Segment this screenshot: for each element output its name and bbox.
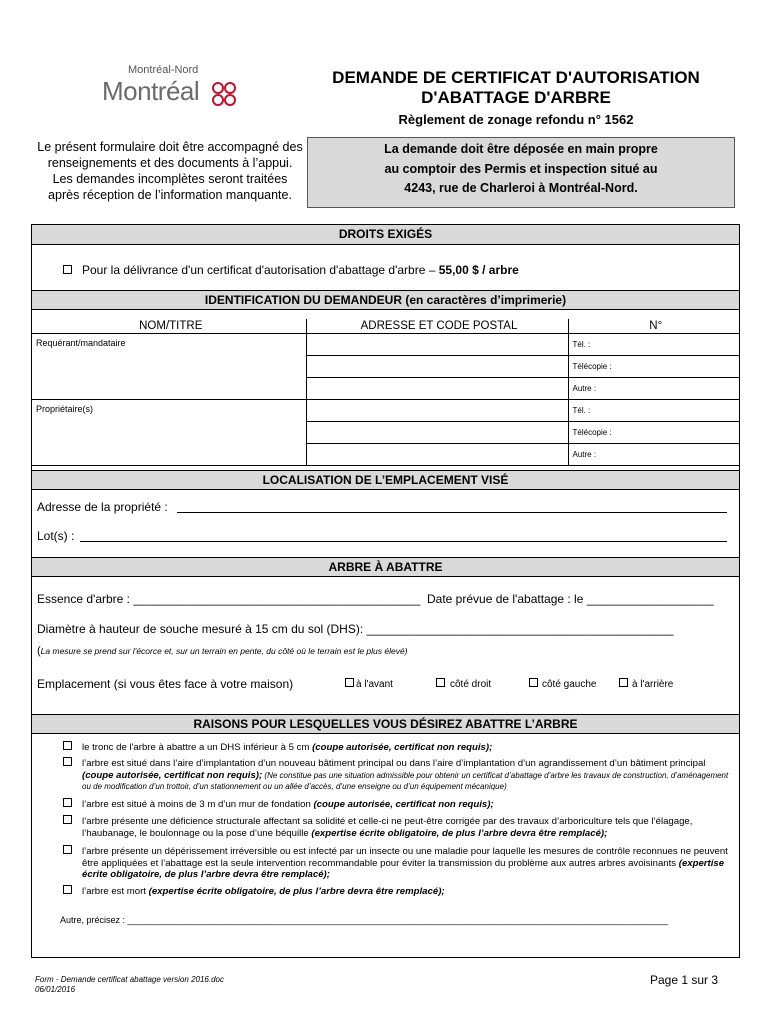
col-name: NOM/TITRE [32, 319, 306, 333]
species-field[interactable]: Essence d'arbre : ___________________________________________ [37, 592, 421, 606]
option-left-label: côté gauche [542, 679, 597, 690]
page-number: Page 1 sur 3 [650, 973, 719, 987]
col-number: N° [568, 319, 739, 333]
address-label: Adresse de la propriété : [37, 500, 168, 514]
identification-heading: IDENTIFICATION DU DEMANDEUR (en caractères d’imprimerie) [32, 290, 739, 310]
reason-2-text: l’arbre est situé dans l’aire d’implantation d’un nouveau bâtiment principal ou dans l’aire d’implantation d’un agrandissement d’un bâtiment principal (coupe autorisée, certificat non requis); (Ne constitue pas une situation admissible pour obtenir un certificat d’abattage d’arbre les travaux de construction, d’aménagement ou de modification d’un trottoir, d’un stationnement ou un allée d’accès, d’une enseigne ou d’un équipement mécanique) [82, 758, 729, 792]
deposit-notice-box: La demande doit être déposée en main propre au comptoir des Permis et inspection situé au 4243, rue de Charleroi à Montréal-Nord. [307, 137, 735, 208]
owner-fax[interactable]: Télécopie : [568, 421, 739, 443]
option-left-checkbox[interactable] [529, 678, 538, 687]
reason-3-text: l’arbre est situé à moins de 3 m d’un mur de fondation (coupe autorisée, certificat non requis); [82, 799, 494, 810]
fee-checkbox[interactable] [63, 265, 72, 274]
owner-phone[interactable]: Tél. : [568, 399, 739, 421]
reason-2-checkbox[interactable] [63, 757, 72, 766]
owner-other[interactable]: Autre : [568, 443, 739, 465]
reason-1-text: le tronc de l'arbre à abattre a un DHS inférieur à 5 cm (coupe autorisée, certificat non requis); [82, 742, 493, 753]
location-heading: LOCALISATION DE L’EMPLACEMENT VISÉ [32, 470, 739, 490]
col-address: ADRESSE ET CODE POSTAL [306, 319, 568, 333]
reason-6-checkbox[interactable] [63, 885, 72, 894]
reasons-heading: RAISONS POUR LESQUELLES VOUS DÉSIREZ ABATTRE L’ARBRE [32, 714, 739, 734]
date-field[interactable]: Date prévue de l'abattage : le ___________________ [427, 592, 714, 606]
city-flower-icon [208, 78, 240, 110]
placement-label: Emplacement (si vous êtes face à votre maison) [37, 677, 294, 691]
applicant-other[interactable]: Autre : [568, 377, 739, 399]
lots-input-line[interactable] [80, 541, 727, 542]
logo-subtitle: Montréal-Nord [128, 64, 199, 76]
reason-4-text: l’arbre présente une déficience structurale affectant sa solidité et celle-ci ne peut-être corrigée par des travaux d’arboriculture tels que l’élagage, l’haubanage, le boulonnage ou la pose d’une béquille (expertise écrite obligatoire, de plus l’arbre devra être remplacé); [82, 816, 693, 839]
applicant-fax[interactable]: Télécopie : [568, 355, 739, 377]
option-right-label: côté droit [450, 679, 492, 690]
owner-address-field[interactable] [306, 443, 568, 465]
reason-5-text: l’arbre présente un dépérissement irréversible ou est infecté par un insecte ou une maladie pour laquelle les mesures de contrôle reconnues ne peuvent être appliquées et l’abattage est la seule intervention recommandable pour éviter la transmission du problème aux autres arbres avoisinants (expertise écrite obligatoire, de plus l’arbre devra être remplacé); [82, 846, 728, 881]
reason-4-checkbox[interactable] [63, 815, 72, 824]
dhs-field[interactable]: Diamètre à hauteur de souche mesuré à 15 cm du sol (DHS): ______________________________________________ [37, 622, 674, 636]
logo-name: Montréal [102, 76, 200, 106]
option-back-label: à l'arrière [632, 679, 674, 690]
reason-3-checkbox[interactable] [63, 798, 72, 807]
applicant-address-field[interactable] [306, 355, 568, 377]
owner-address-field[interactable] [306, 421, 568, 443]
form-body [31, 224, 740, 958]
regulation-reference: Règlement de zonage refondu n° 1562 [398, 112, 634, 127]
identification-table [32, 319, 739, 466]
applicant-address-field[interactable] [306, 377, 568, 399]
fee-item: Pour la délivrance d'un certificat d'autorisation d'abattage d'arbre – 55,00 $ / arbre [82, 263, 519, 277]
address-input-line[interactable] [177, 512, 727, 513]
lots-label: Lot(s) : [37, 529, 75, 543]
owner-label[interactable]: Propriétaire(s) [32, 399, 306, 465]
option-right-checkbox[interactable] [436, 678, 445, 687]
tree-heading: ARBRE À ABATTRE [32, 557, 739, 577]
footer-file-info: Form - Demande certificat abattage version 2016.doc 06/01/2016 [35, 975, 224, 994]
option-back-checkbox[interactable] [619, 678, 628, 687]
reason-5-checkbox[interactable] [63, 845, 72, 854]
form-title: DEMANDE DE CERTIFICAT D'AUTORISATION D'ABATTAGE D'ARBRE [332, 68, 700, 107]
reason-6-text: l’arbre est mort (expertise écrite obligatoire, de plus l’arbre devra être remplacé); [82, 886, 445, 897]
applicant-label[interactable]: Requérant/mandataire [32, 333, 306, 399]
option-front-checkbox[interactable] [345, 678, 354, 687]
applicant-address-field[interactable] [306, 333, 568, 355]
applicant-phone[interactable]: Tél. : [568, 333, 739, 355]
owner-address-field[interactable] [306, 399, 568, 421]
option-front-label: à l'avant [356, 679, 393, 690]
dhs-note: (La mesure se prend sur l'écorce et, sur un terrain en pente, du côté où le terrain est le plus élevé) [37, 645, 408, 657]
reason-1-checkbox[interactable] [63, 741, 72, 750]
montreal-logo [100, 62, 250, 112]
fees-heading: DROITS EXIGÉS [32, 225, 739, 245]
intro-notice: Le présent formulaire doit être accompagné des renseignements et des documents à l’appui. Les demandes incomplètes seront traitées après réception de l’information manquante. [37, 140, 303, 202]
other-reason-field[interactable]: Autre, précisez : ____________________________________________________________________________________________________________ [60, 915, 669, 925]
